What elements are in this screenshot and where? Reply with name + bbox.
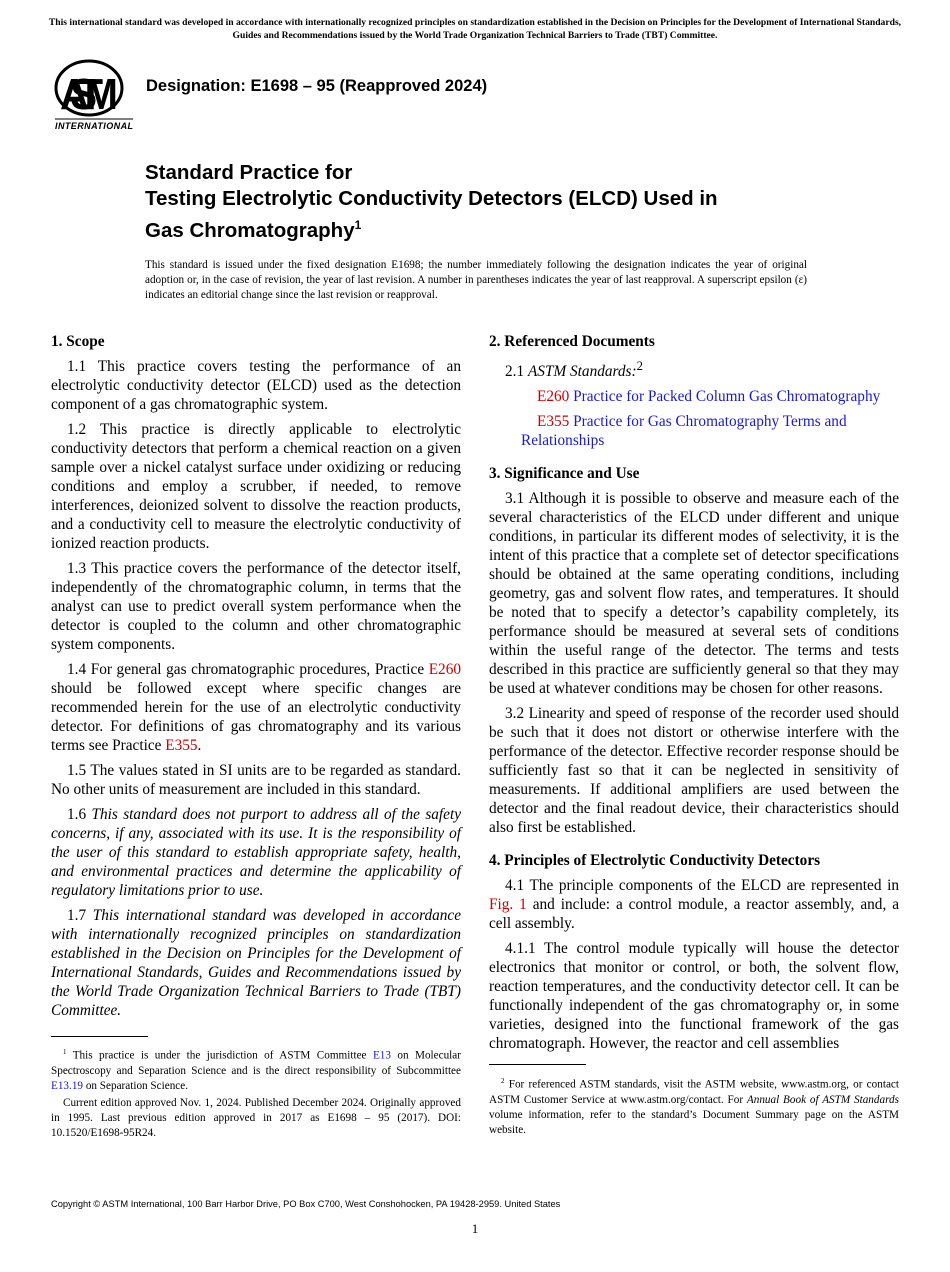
reference-entry (489, 387, 899, 406)
text-run: 1.1 This practice covers testing the performance of an electrolytic conductivity detector (ELCD) used as the detection component of a gas chromatographic system. (51, 358, 461, 413)
section-heading: 1. Scope (51, 333, 105, 350)
text-run: on Separation Science. (83, 1079, 189, 1092)
standard-reference-link[interactable]: Fig. 1 (489, 896, 527, 914)
title-footnote-mark: 1 (354, 218, 362, 232)
text-run: For referenced ASTM standards, visit the ASTM website, www.astm.org, or contact ASTM Customer Service at www.astm.org/contact. For (489, 1078, 899, 1106)
document-title (145, 160, 718, 244)
footnote-mark: 2 (636, 359, 643, 373)
text-run: 3.2 Linearity and speed of response of the recorder used should be such that it does not distort or otherwise interfere with the performance of the detector. Effective recorder response should be sufficiently fast so that it can be neglected in sensitivity of measurements. If additional amplifiers are used between the detector and the final readout device, their characteristics should also first be established. (489, 705, 899, 837)
footnote-divider (489, 1064, 586, 1065)
paragraph (489, 704, 899, 837)
italic-text: This standard does not purport to address all of the safety concerns, if any, associated with its use. It is the responsibility of the user of this standard to establish appropriate safety, health, and environmental practices and determine the applicability of regulatory limitations prior to use. (51, 806, 462, 899)
text-run: 1.5 The values stated in SI units are to be regarded as standard. No other units of measurement are included in this standard. (51, 762, 461, 798)
section-heading: 3. Significance and Use (489, 465, 640, 483)
paragraph (51, 559, 461, 654)
reference-link[interactable]: Practice for Gas Chromatography Terms and Relationships (521, 413, 847, 450)
text-run: 1.4 For general gas chromatographic procedures, Practice (67, 661, 429, 678)
reference-link[interactable]: E13.19 (51, 1079, 84, 1092)
reference-link[interactable]: Practice for Packed Column Gas Chromatography (573, 388, 881, 406)
footnote (51, 1045, 461, 1094)
copyright: Copyright © ASTM International, 100 Barr Harbor Drive, PO Box C700, West Conshohocken, PA 19428-2959. United States (51, 1199, 561, 1209)
text-run: Current edition approved Nov. 1, 2024. Published December 2024. Originally approved in 1995. Last previous edition approved in 2017 as E1698 – 95 (2017). DOI: 10.1520/E1698-95R24. (51, 1096, 461, 1139)
astm-logo (53, 56, 135, 132)
tbt-banner: This international standard was developed in accordance with internationally recognized principles on standardization established in the Decision on Principles for the Development of International Standards, Guides and Recommendations issued by the World Trade Organization Technical Barriers to Trade (TBT) Committee. (48, 17, 902, 41)
text-run: should be followed except where specific changes are recommended herein for the use of an electrolytic conductivity detector. For definitions of gas chromatography and its various terms see Practice (51, 680, 461, 754)
title-text: Gas Chromatography (145, 218, 355, 242)
footnotes-left (51, 1045, 461, 1143)
reference-link[interactable]: E13 (372, 1049, 391, 1062)
designation: Designation: E1698 – 95 (Reapproved 2024) (146, 77, 488, 95)
title-line-3 (145, 212, 718, 244)
paragraph (489, 489, 899, 698)
text-run: and include: a control module, a reactor assembly, and, a cell assembly. (489, 896, 899, 933)
paragraph (51, 357, 461, 414)
text-run: 4.1.1 The control module typically will house the detector electronics that monitor or control, or both, the solvent flow, reaction temperatures, and the conductivity detector cell. It can be functionally independent of the gas chromatography or, in some varieties, designed into the functional framework of the gas chromatograph. However, the reactor and cell assemblies (489, 940, 899, 1053)
page-number: 1 (471, 1221, 479, 1236)
footnote-mark: 2 (501, 1077, 505, 1085)
paragraph (489, 357, 899, 381)
paragraph (489, 939, 899, 1053)
issuance-note: This standard is issued under the fixed designation E1698; the number immediately following the designation indicates the year of original adoption or, in the case of revision, the year of last revision. A number in parentheses indicates the year of last reapproval. A superscript epsilon (ε) indicates an editorial change since the last revision or reapproval. (145, 259, 807, 301)
standard-reference-link[interactable]: E355 (165, 737, 198, 754)
text-run: 1.3 This practice covers the performance of the detector itself, independently of the chromatographic column, in terms that the analyst can use to predict overall system performance when the detector is coupled to the column and other chromatographic system components. (51, 560, 461, 653)
paragraph (51, 906, 461, 1020)
title-line-2: Testing Electrolytic Conductivity Detectors (ELCD) Used in (145, 187, 718, 210)
paragraph (51, 420, 461, 553)
paragraph (51, 761, 461, 799)
text-run: 1.6 (67, 806, 92, 823)
svg-text:ASTM: ASTM (60, 69, 118, 119)
italic-text: ASTM Standards: (527, 363, 637, 381)
paragraph (51, 805, 461, 900)
text-run: 4.1 The principle components of the ELCD are represented in (505, 877, 899, 895)
italic-text: This international standard was developed in accordance with internationally recognized principles on standardization established in the Decision on Principles for the Development of International Standards, Guides and Recommendations issued by the World Trade Organization Technical Barriers to Trade (TBT) Committee. (51, 907, 461, 1019)
footnote (489, 1074, 899, 1138)
text-run: volume information, refer to the standard’s Document Summary page on the ASTM website. (489, 1108, 899, 1136)
standard-reference-link[interactable]: E260 (537, 388, 570, 406)
svg-text:INTERNATIONAL: INTERNATIONAL (55, 121, 133, 131)
paragraph (489, 876, 899, 933)
text-run: 3.1 Although it is possible to observe and measure each of the several characteristics of the ELCD under different and unique conditions, in particular its different modes of selectivity, it is the intent of this practice that a complete set of detector specifications should be obtained at the same operating conditions, including geometry, gas and solvent flow rates, and temperatures. It should be noted that to specify a detector’s capability completely, its performance should be measured at several sets of conditions within the useful range of the detector. The terms and tests described in this practice are sufficiently general so that they may be used at whatever conditions may be chosen for other reasons. (489, 490, 899, 698)
right-column (489, 332, 899, 1059)
footnotes-right (489, 1074, 899, 1140)
text-run: on Molecular Spectroscopy and Separation Science and is the direct responsibility of Subcommittee (51, 1049, 461, 1077)
footnote (51, 1096, 461, 1141)
footnote-mark: 1 (63, 1048, 67, 1056)
left-column (51, 332, 461, 1026)
standard-reference-link[interactable]: E260 (428, 661, 461, 678)
text-run: . (197, 737, 202, 754)
title-line-1: Standard Practice for (145, 161, 353, 184)
italic-text: Annual Book of ASTM Standards (746, 1093, 899, 1106)
standard-reference-link[interactable]: E355 (537, 413, 570, 431)
text-run: This practice is under the jurisdiction of ASTM Committee (66, 1049, 373, 1062)
text-run: 2.1 (505, 363, 528, 381)
reference-entry (489, 412, 899, 450)
footnote-divider (51, 1036, 148, 1037)
text-run: 1.7 (67, 907, 93, 924)
section-heading: 2. Referenced Documents (489, 333, 655, 350)
text-run: 1.2 This practice is directly applicable to electrolytic conductivity detectors that perform a chemical reaction on a given sample over a nickel catalyst surface under oxidizing or reducing conditions and employ a scrubber, if needed, to remove interferences, deionized solvent to dissolve the reaction products, and a conductivity cell to measure the electrolytic conductivity of ionized reaction products. (51, 421, 461, 552)
section-heading: 4. Principles of Electrolytic Conductivity Detectors (489, 852, 821, 870)
paragraph (51, 660, 461, 755)
